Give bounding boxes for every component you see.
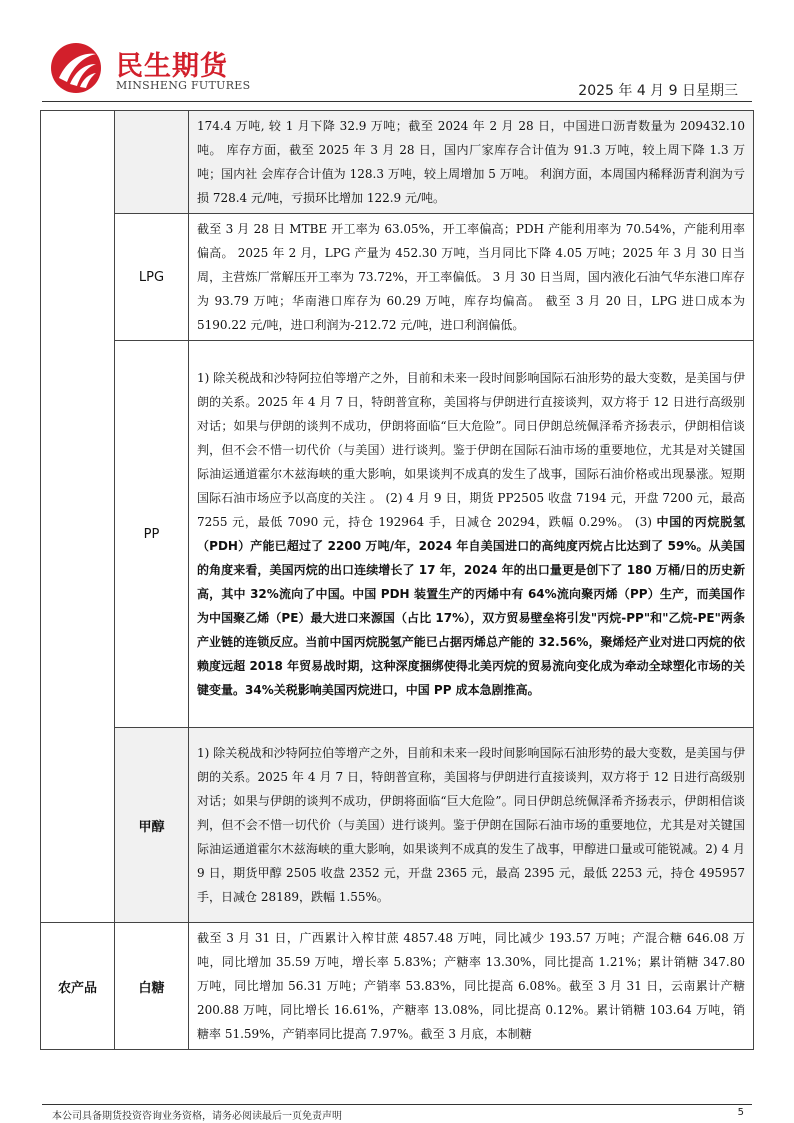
commentary-cell (189, 728, 754, 923)
category-cell-agri (41, 923, 115, 1050)
category-name: 农产品 (57, 980, 97, 996)
category-cell-chemicals (41, 111, 115, 923)
commentary-text (197, 366, 745, 702)
brand-name-cn: 民生期货 (116, 51, 228, 82)
product-name: PP (143, 526, 160, 542)
commentary-cell (189, 214, 754, 341)
table-row (41, 111, 754, 214)
table-row (41, 923, 754, 1050)
product-name: LPG (138, 269, 165, 285)
product-cell-pp (115, 341, 189, 728)
table-row (41, 214, 754, 341)
commentary-bold: 中国的丙烷脱氢（PDH）产能已超过了 2200 万吨/年，2024 年自美国进口的高纯度丙烷占比达到了 59%。从美国的角度来看，美国丙烷的出口连续增长了 17 年，2024 年的出口量更是创下了 180 万桶/日的历史新高，其中 32%流向了中国。中国 PDH 装置生产的丙烯中有 64%流向聚丙烯（PP）生产，而美国作为中国聚乙烯（PE）最大进口来源国（占比 17%），双方贸易壁垒将引发"丙烷-PP"和"乙烷-PE"两条产业链的连锁反应。当前中国丙烷脱氢产能已占据丙烯总产能的 32.56%，聚烯烃产业对进口丙烷的依赖度远超 2018 年贸易战时期，这种深度捆绑使得北美丙烷的贸易流向变化成为牵动全球塑化市场的关键变量。34%关税影响美国丙烷进口，中国 PP 成本急剧推高。 (197, 515, 745, 697)
minsheng-logo (50, 42, 102, 94)
report-date: 2025 年 4 月 9 日星期三 (578, 83, 738, 99)
commentary-text: 截至 3 月 31 日，广西累计入榨甘蔗 4857.48 万吨，同比减少 193.57 万吨；产混合糖 646.08 万吨，同比增加 35.59 万吨，增长率 5.83%；产糖率 13.30%，同比提高 1.21%；累计销糖 347.80 万吨，同比增加 56.31 万吨；产销率 53.83%，同比提高 6.08%。截至 3 月 31 日，云南累计产糖 200.88 万吨，同比增长 16.61%，产糖率 13.08%，同比提高 0.12%。累计销糖 103.64 万吨，销糖率 51.59%，产销率同比提高 7.97%。截至 3 月底，本制糖 (197, 931, 745, 1041)
product-cell-sugar (115, 923, 189, 1050)
commentary-text: 174.4 万吨, 较 1 月下降 32.9 万吨；截至 2024 年 2 月 28 日，中国进口沥青数量为 209432.10 吨。 库存方面，截至 2025 年 3 月 28 日，国内厂家库存合计值为 91.3 万吨，较上周下降 1.3 万吨；国内社 会库存合计值为 128.3 万吨，较上周增加 5 万吨。 利润方面，本周国内稀释沥青利润为亏损 728.4 元/吨，亏损环比增加 122.9 元/吨。 (197, 119, 745, 205)
table-row (41, 341, 754, 728)
product-name: 甲醇 (138, 819, 165, 835)
brand-name-en: MINSHENG FUTURES (116, 79, 251, 92)
commentary-text: 截至 3 月 28 日 MTBE 开工率为 63.05%，开工率偏高；PDH 产能利用率为 70.54%，产能利用率偏高。 2025 年 2 月，LPG 产量为 452.30 万吨，当月同比下降 4.05 万吨；2025 年 3 月 30 日当周，主营炼厂常解压开工率为 73.72%，开工率偏低。 3 月 30 日当周，国内液化石油气华东港口库存为 93.79 万吨；华南港口库存为 60.29 万吨，库存均偏高。 截至 3 月 20 日，LPG 进口成本为 5190.22 元/吨，进口利润为-212.72 元/吨，进口利润偏低。 (197, 222, 745, 332)
header-divider (42, 101, 752, 102)
commentary-text: 1) 除关税战和沙特阿拉伯等增产之外，目前和未来一段时间影响国际石油形势的最大变数，是美国与伊朗的关系。2025 年 4 月 7 日，特朗普宣称，美国将与伊朗进行直接谈判，双方将于 12 日进行高级别对话；如果与伊朗的谈判不成功，伊朗将面临“巨大危险”。同日伊朗总统佩泽希齐扬表示，伊朗相信谈判，但不会不惜一切代价（与美国）进行谈判。鉴于伊朗在国际石油市场的重要地位，尤其是对关键国际油运通道霍尔木兹海峡的重大影响，如果谈判不成真的发生了战事，甲醇进口量或可能锐减。2) 4 月 9 日，期货甲醇 2505 收盘 2352 元，开盘 2365 元，最高 2395 元，最低 2253 元，持仓 495957 手，日减仓 28189，跌幅 1.55%。 (197, 746, 745, 904)
commentary-cell (189, 341, 754, 728)
footer-divider (42, 1104, 752, 1105)
product-cell-lpg (115, 214, 189, 341)
page-number: 5 (737, 1107, 744, 1118)
table-row (41, 728, 754, 923)
commentary-cell (189, 923, 754, 1050)
commentary-plain: 1) 除关税战和沙特阿拉伯等增产之外，目前和未来一段时间影响国际石油形势的最大变数，是美国与伊朗的关系。2025 年 4 月 7 日，特朗普宣称，美国将与伊朗进行直接谈判，双方将于 12 日进行高级别对话；如果与伊朗的谈判不成功，伊朗将面临“巨大危险”。同日伊朗总统佩泽希齐扬表示，伊朗相信谈判，但不会不惜一切代价（与美国）进行谈判。鉴于伊朗在国际石油市场的重要地位，尤其是对关键国际油运通道霍尔木兹海峡的重大影响，如果谈判不成真的发生了战事，国际石油价格或出现暴涨。短期国际石油市场应予以高度的关注 。 (2) 4 月 9 日，期货 PP2505 收盘 7194 元，开盘 7200 元，最高 7255 元，最低 7090 元，持仓 192964 手，日减仓 20294，跌幅 0.29%。 (3) (197, 371, 745, 529)
disclaimer: 本公司具备期货投资咨询业务资格，请务必阅读最后一页免责声明 (52, 1111, 342, 1122)
product-cell-methanol (115, 728, 189, 923)
product-name: 白糖 (138, 980, 165, 996)
product-cell-asphalt (115, 111, 189, 214)
commodity-table (40, 110, 754, 1050)
commentary-cell (189, 111, 754, 214)
